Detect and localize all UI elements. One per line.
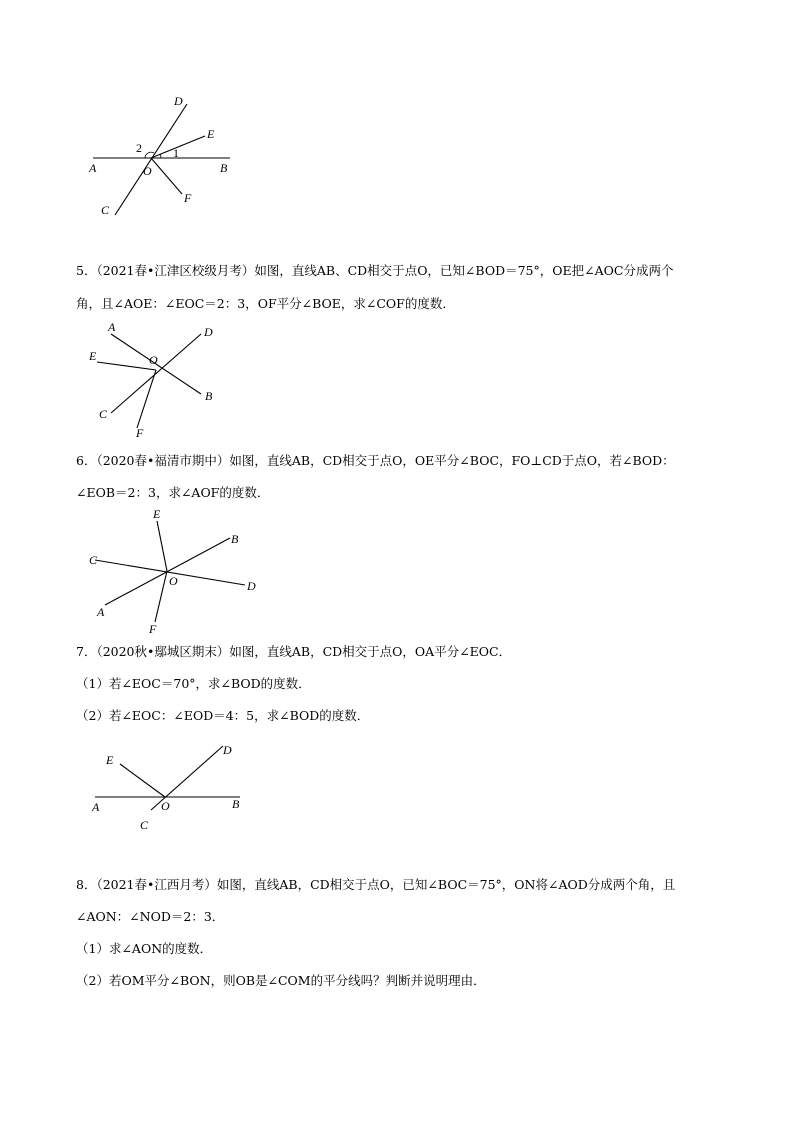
figure-6 (85, 505, 270, 637)
ray-oe (120, 764, 165, 797)
label-o: O (161, 799, 170, 813)
problem-7-part-2: （2）若∠EOC：∠EOD＝4：5，求∠BOD的度数． (76, 708, 370, 723)
problem-7-part-1: （1）若∠EOC＝70°，求∠BOD的度数． (76, 676, 311, 691)
label-d: D (223, 743, 232, 757)
label-e: E (106, 753, 114, 767)
label-o: O (143, 164, 152, 178)
label-a: A (89, 161, 97, 175)
label-c: C (89, 553, 98, 567)
label-d: D (204, 325, 213, 339)
problem-6-line-2: ∠EOB＝2：3，求∠AOF的度数． (76, 485, 270, 500)
figure-5 (85, 318, 225, 438)
label-f: F (149, 622, 157, 636)
label-angle-2: 2 (136, 141, 142, 155)
label-b: B (232, 797, 240, 811)
label-o: O (149, 353, 158, 367)
ray-of (151, 158, 182, 194)
ray-oe (157, 521, 167, 571)
label-a: A (97, 605, 105, 619)
label-d: D (247, 579, 256, 593)
label-e: E (89, 349, 97, 363)
line-cd (111, 334, 201, 413)
problem-7-line-1: 7．（2020秋•鄢城区期末）如图，直线AB，CD相交于点O，OA平分∠EOC． (76, 644, 512, 659)
ray-oe (97, 362, 156, 370)
figure-1 (85, 90, 245, 225)
problem-8-part-1: （1）求∠AON的度数． (76, 941, 213, 956)
label-c: C (99, 407, 108, 421)
label-b: B (220, 161, 228, 175)
label-e: E (207, 127, 215, 141)
label-d: D (174, 94, 183, 108)
label-f: F (136, 426, 144, 440)
label-c: C (101, 203, 110, 217)
label-a: A (92, 800, 100, 814)
label-b: B (205, 389, 213, 403)
figure-7 (85, 738, 255, 838)
label-c: C (140, 818, 149, 832)
problem-5-line-1: 5．（2021春•江津区校级月考）如图，直线AB、CD相交于点O，已知∠BOD＝75°，OE把∠AOC分成两个 (76, 263, 674, 278)
problem-8-line-2: ∠AON：∠NOD＝2：3． (76, 909, 225, 924)
problem-6-line-1: 6．（2020春•福清市期中）如图，直线AB，CD相交于点O，OE平分∠BOC，FO⊥CD于点O，若∠BOD： (76, 453, 675, 468)
problem-8-line-1: 8．（2021春•江西月考）如图，直线AB，CD相交于点O，已知∠BOC＝75°，ON将∠AOD分成两个角，且 (76, 877, 676, 892)
label-a: A (108, 320, 116, 334)
label-angle-1: 1 (173, 146, 179, 160)
label-o: O (169, 574, 178, 588)
label-b: B (231, 532, 239, 546)
problem-5-line-2: 角，且∠AOE：∠EOC＝2：3，OF平分∠BOE，求∠COF的度数． (76, 296, 455, 311)
ray-of (137, 370, 156, 428)
line-ab (105, 538, 230, 605)
label-e: E (153, 507, 161, 521)
problem-8-part-2: （2）若OM平分∠BON，则OB是∠COM的平分线吗？判断并说明理由． (76, 973, 486, 988)
ray-of (155, 571, 167, 622)
label-f: F (184, 191, 192, 205)
